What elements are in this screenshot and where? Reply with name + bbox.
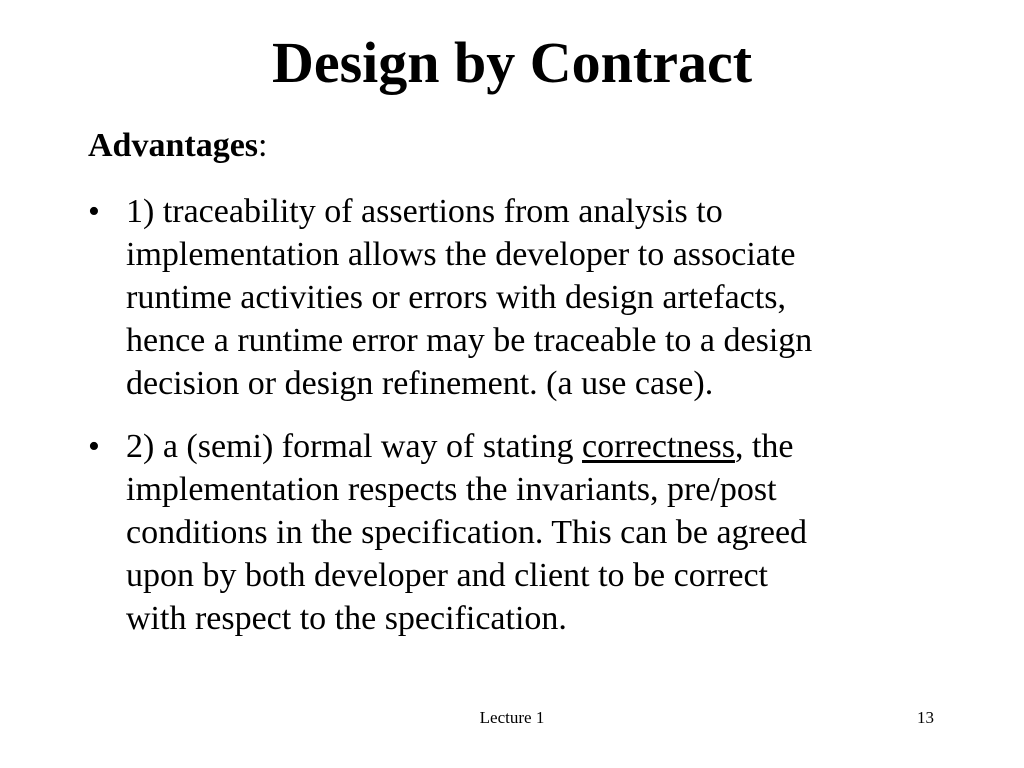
bullet-text-1 [126,190,948,405]
bullet-2-line [126,425,948,468]
bullet-1-line: runtime activities or errors with design artefacts, [126,279,786,316]
section-heading-colon: : [258,127,268,164]
bullet-1-line: implementation allows the developer to associate [126,236,796,273]
bullet-2-text-before: 2) a (semi) formal way of stating [126,428,583,465]
bullet-2-line: conditions in the specification. This can be agreed [126,514,808,551]
bullet-2-line: implementation respects the invariants, pre/post [126,471,777,508]
bullet-icon: • [88,193,100,230]
page-number: 13 [917,708,934,727]
bullet-text-2 [126,425,948,640]
bullet-item-1 [88,190,948,405]
bullet-2-line: with respect to the specification. [126,600,567,637]
correctness-term: correctness [582,428,735,465]
slide-title: Design by Contract [271,30,753,95]
bullet-1-line: 1) traceability of assertions from analysis to [126,193,723,230]
bullet-2-text-after: , the [734,428,794,465]
section-heading-label: Advantages [88,127,259,164]
footer-lecture-label: Lecture 1 [479,708,545,727]
bullet-2-line: upon by both developer and client to be correct [126,557,768,594]
section-heading [88,124,267,168]
bullet-1-line: decision or design refinement. (a use case). [126,365,714,402]
bullet-item-2 [88,425,948,640]
bullet-icon: • [88,428,100,465]
bullet-1-line: hence a runtime error may be traceable to a design [126,322,813,359]
